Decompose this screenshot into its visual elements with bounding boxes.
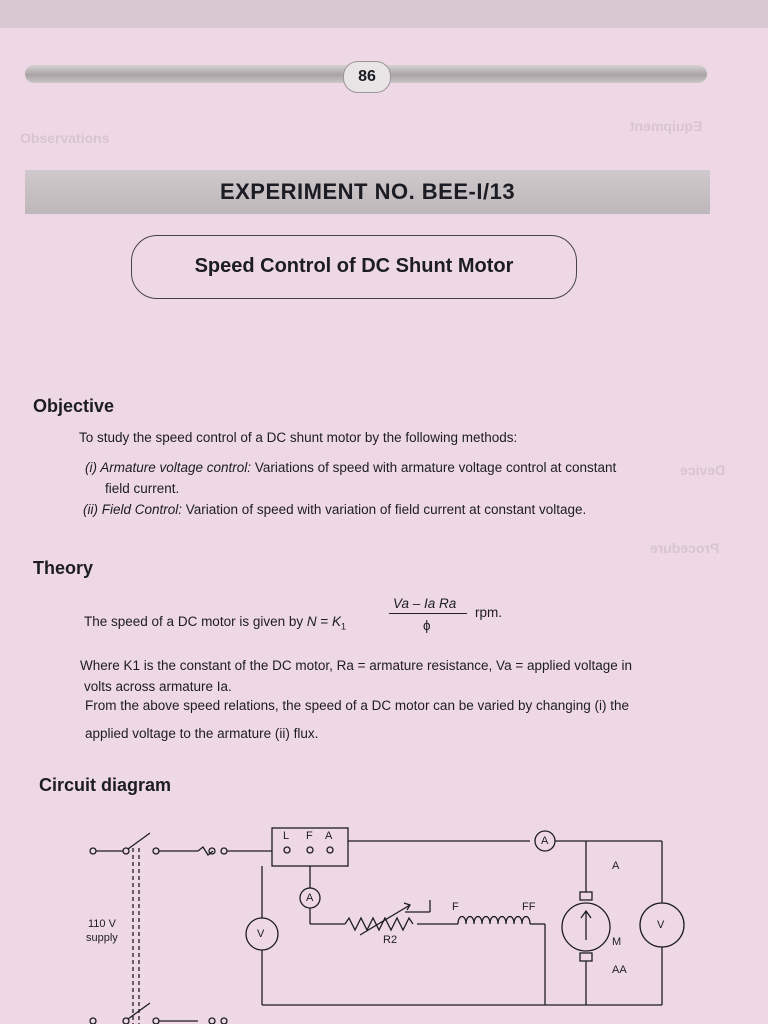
speed-formula-prefix: The speed of a DC motor is given by $N = K_1$ bbox=[84, 614, 347, 632]
rheostat-label: R2 bbox=[383, 934, 398, 946]
circuit-heading: Circuit diagram bbox=[39, 775, 172, 795]
method-2-text: Variation of speed with variation of field current at constant voltage. bbox=[182, 502, 587, 517]
field-start-label: F bbox=[452, 901, 459, 913]
ghost-observations: Observations bbox=[20, 130, 110, 146]
objective-method-1-cont: field current. bbox=[105, 481, 180, 496]
method-1-text: Variations of speed with armature voltage control at constant bbox=[251, 460, 617, 475]
objective-heading: Objective bbox=[33, 396, 115, 416]
right-voltmeter-label: V bbox=[657, 919, 665, 931]
ghost-equipment: Equipment bbox=[630, 118, 703, 134]
supply-label-1: 110 V bbox=[88, 918, 116, 930]
theory-where-line-1: Where K1 is the constant of the DC motor, Ra = armature resistance, Va = applied voltage in bbox=[80, 658, 633, 673]
starter-label-l: L bbox=[283, 830, 290, 842]
left-voltmeter-label: V bbox=[257, 928, 265, 940]
objective-intro: To study the speed control of a DC shunt motor by the following methods: bbox=[79, 430, 518, 445]
armature-top-label: A bbox=[612, 860, 620, 872]
starter-label-a: A bbox=[325, 830, 333, 842]
method-2-label: (ii) Field Control: bbox=[83, 502, 183, 517]
field-ammeter-label: A bbox=[306, 892, 314, 904]
experiment-name: Speed Control of DC Shunt Motor bbox=[194, 255, 514, 277]
formula-numerator: Va – Ia Ra bbox=[393, 596, 457, 611]
theory-heading: Theory bbox=[33, 558, 94, 578]
supply-label-2: supply bbox=[86, 932, 118, 944]
formula-denominator: ϕ bbox=[423, 618, 431, 633]
theory-where-line-2: volts across armature Ia. bbox=[84, 679, 232, 694]
field-end-label: FF bbox=[522, 901, 536, 913]
theory-para-2-line-2: applied voltage to the armature (ii) flux. bbox=[85, 726, 319, 741]
starter-label-f: F bbox=[306, 830, 313, 842]
ghost-device: Device bbox=[680, 462, 726, 478]
theory-para-2-line-1: From the above speed relations, the speed of a DC motor can be varied by changing (i) the bbox=[85, 698, 630, 713]
formula-unit: rpm. bbox=[475, 605, 502, 620]
method-1-label: (i) Armature voltage control: bbox=[85, 460, 252, 475]
motor-label: M bbox=[612, 936, 622, 948]
page-number: 86 bbox=[343, 61, 391, 93]
speed-formula-text: The speed of a DC motor is given by bbox=[84, 614, 304, 629]
experiment-title: EXPERIMENT NO. BEE-I/13 bbox=[219, 179, 516, 204]
ghost-procedure: Procedure bbox=[650, 540, 720, 556]
main-ammeter-label: A bbox=[541, 835, 549, 847]
armature-bottom-label: AA bbox=[612, 964, 627, 976]
